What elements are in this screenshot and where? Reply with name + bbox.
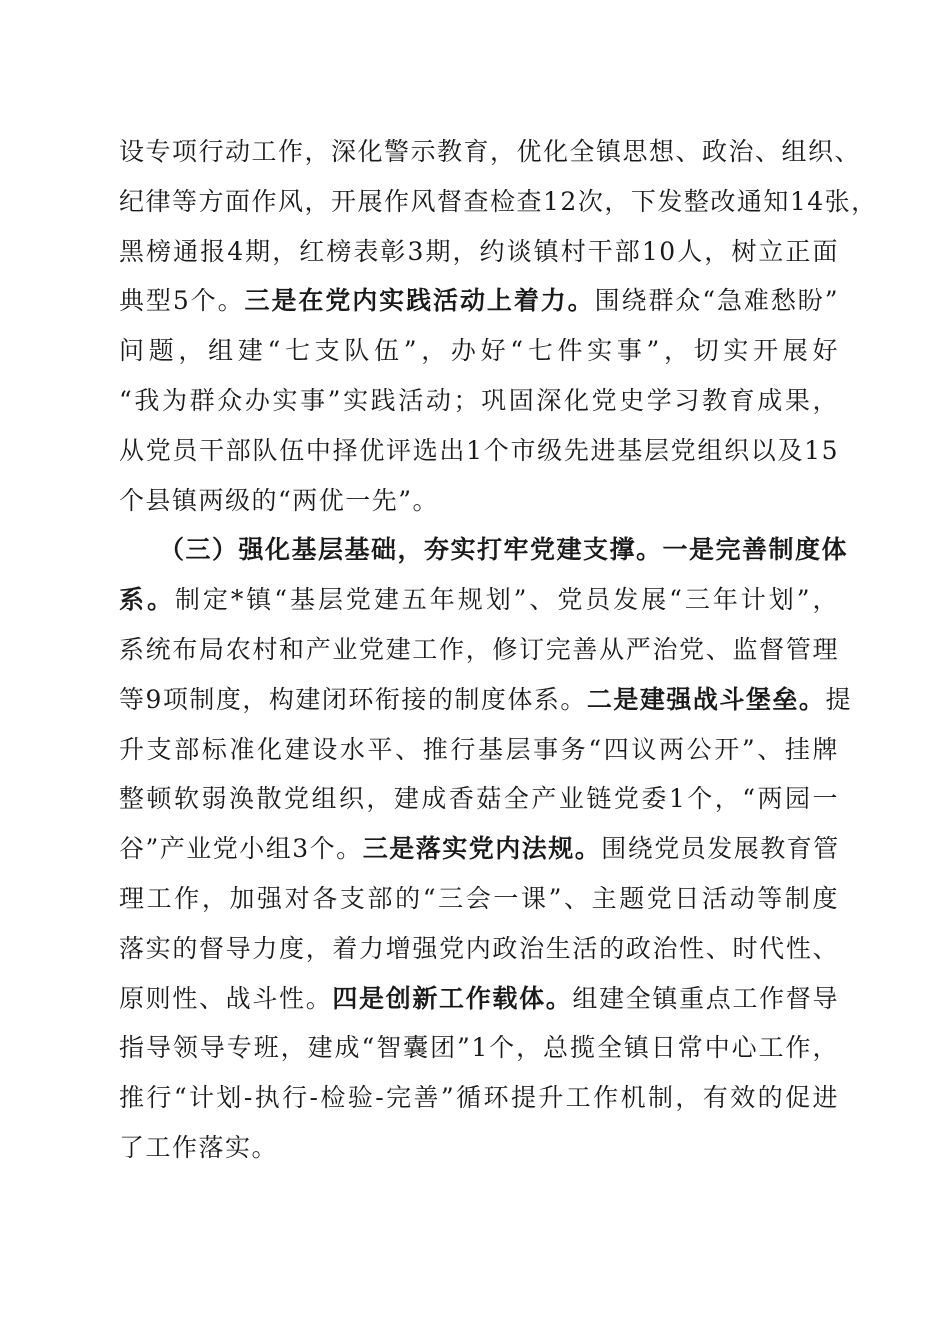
text-line [119,276,839,326]
text-line [119,575,839,625]
text-run: 系统布局农村和产业党建工作，修订完善从严治党、监督管理 [119,634,839,664]
text-line [119,675,852,725]
text-run: 升支部标准化建设水平、推行基层事务“四议两公开”、挂牌 [119,734,839,764]
text-run: 从党员干部队伍中择优评选出1个市级先进基层党组织以及15 [119,435,839,465]
text-line [119,874,839,924]
text-run: 设专项行动工作，深化警示教育，优化全镇思想、政治、组织、 [119,137,862,166]
text-line [119,774,839,824]
bold-text-run: 系。 [119,585,175,615]
text-line [119,525,849,575]
text-line [119,227,839,277]
text-line [119,974,839,1024]
text-line [119,376,839,426]
text-run: 制定*镇“基层党建五年规划”、党员发展“三年计划”， [174,585,839,615]
bold-text-run: 三是落实党内法规。 [362,834,602,864]
text-run: 纪律等方面作风，开展作风督查检查12次，下发整改通知14张， [119,186,878,216]
text-line [119,177,878,227]
text-run: 围绕党员发展教育管 [601,834,840,864]
text-run: 整顿软弱涣散党组织，建成香菇全产业链党委1个，“两园一 [119,784,839,814]
text-line [119,476,839,526]
text-run: 原则性、战斗性。 [119,983,333,1013]
text-run: 了工作落实。 [119,1132,279,1162]
text-run: 落实的督导力度，着力增强党内政治生活的政治性、时代性、 [119,933,839,963]
text-line [119,924,839,974]
bold-text-run: 四是创新工作载体。 [332,983,573,1013]
text-run: 提 [825,684,852,714]
text-line [119,1023,839,1073]
text-line [119,326,839,376]
paragraph-2 [119,525,852,1172]
bold-text-run: （三）强化基层基础，夯实打牢党建支撑。一是完善制度体 [159,535,849,565]
text-line [119,1123,839,1173]
text-run: 等9项制度，构建闭环衔接的制度体系。 [119,684,587,714]
text-run: 问题，组建“七支队伍”，办好“七件实事”，切实开展好 [119,336,839,366]
text-run: 黑榜通报4期，红榜表彰3期，约谈镇村干部10人，树立正面 [119,236,839,266]
text-line [119,824,839,874]
text-run: 理工作，加强对各支部的“三会一课”、主题党日活动等制度 [119,883,839,913]
bold-text-run: 三是在党内实践活动上着力。 [244,286,595,316]
text-run: 个县镇两级的“两优一先”。 [119,485,440,515]
text-line [119,127,862,177]
body-text [119,127,878,1173]
paragraph-1 [119,127,878,525]
text-line [119,426,839,476]
text-line [119,725,839,775]
text-run: “我为群众办实事”实践活动；巩固深化党史学习教育成果， [119,385,839,415]
text-line [119,625,839,675]
bold-text-run: 二是建强战斗堡垒。 [586,684,826,714]
text-run: 谷”产业党小组3个。 [119,834,363,864]
text-run: 推行“计划-执行-检验-完善”循环提升工作机制，有效的促进 [119,1083,839,1113]
text-run: 组建全镇重点工作督导 [572,983,839,1013]
text-run: 典型5个。 [119,286,245,316]
text-run: 指导领导专班，建成“智囊团”1个，总揽全镇日常中心工作， [119,1033,839,1063]
text-run: 围绕群众“急难愁盼” [594,286,839,316]
text-line [119,1073,839,1123]
